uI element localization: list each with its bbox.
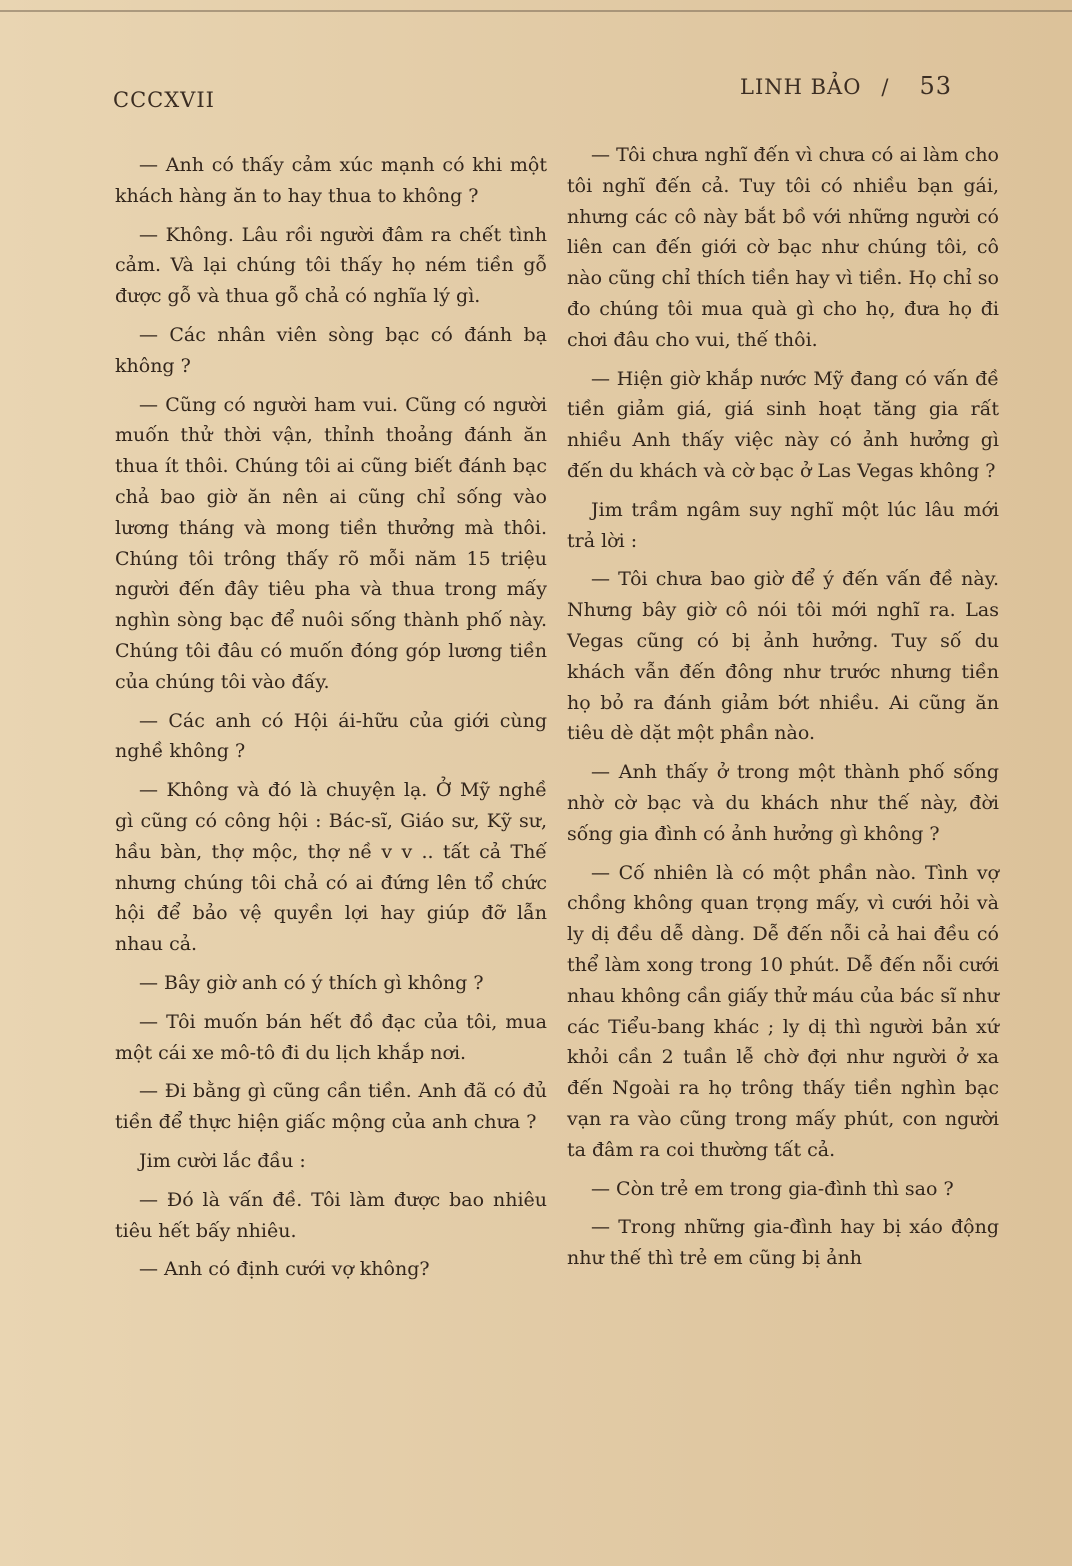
paragraph: — Đi bằng gì cũng cần tiền. Anh đã có đủ tiền để thực hiện giấc mộng của anh chưa ? [115, 1080, 547, 1134]
left-column [115, 150, 547, 1293]
paragraph: — Cố nhiên là có một phần nào. Tình vợ chồng không quan trọng mấy, vì cưới hỏi và ly dị đều dễ dàng. Dễ đến nỗi cả hai đều có thể làm xong trong 10 phút. Dễ đến nỗi cưới nhau không cần giấy thử máu của bác sĩ như các Tiểu-bang khác ; ly dị thì người bản xứ khỏi cần 2 tuần lễ chờ đợi như người ở xa đến Ngoài ra họ trông thấy tiền nghìn bạc vạn ra vào cũng trong mấy phút, con người ta đâm ra coi thường tất cả. [567, 861, 999, 1161]
paragraph: — Bây giờ anh có ý thích gì không ? [139, 971, 484, 994]
paragraph: — Tôi muốn bán hết đồ đạc của tôi, mua một cái xe mô-tô đi du lịch khắp nơi. [115, 1010, 547, 1064]
page-top-edge [0, 10, 1072, 12]
paragraph: — Cũng có người ham vui. Cũng có người muốn thử thời vận, thỉnh thoảng đánh ăn thua ít thôi. Chúng tôi ai cũng biết đánh bạc chả bao giờ ăn nên ai cũng chỉ sống vào lương tháng và mong tiền thưởng mà thôi. Chúng tôi trông thấy rõ mỗi năm 15 triệu người đến đây tiêu pha và thua trong mấy nghìn sòng bạc để nuôi sống thành phố này. Chúng tôi đâu có muốn đóng góp lương tiền của chúng tôi vào đấy. [115, 393, 547, 693]
header-separator: / [881, 75, 890, 99]
running-head-right [740, 72, 952, 100]
paragraph: — Không và đó là chuyện lạ. Ở Mỹ nghề gì cũng có công hội : Bác-sĩ, Giáo sư, Kỹ sư, hầu bàn, thợ mộc, thợ nề v v .. tất cả Thế nhưng chúng tôi chả có ai đứng lên tổ chức hội để bảo vệ quyền lợi hay giúp đỡ lẫn nhau cả. [115, 779, 547, 956]
paragraph: Jim cười lắc đầu : [139, 1149, 306, 1172]
paragraph: — Tôi chưa nghĩ đến vì chưa có ai làm cho tôi nghĩ đến cả. Tuy tôi có nhiều bạn gái, nhưng các cô này bắt bồ với những người có liên can đến giới cờ bạc như chúng tôi, cô nào cũng chỉ thích tiền hay vì tiền. Họ chỉ so đo chúng tôi mua quà gì cho họ, đưa họ đi chơi đâu cho vui, thế thôi. [567, 144, 999, 351]
paragraph: — Anh thấy ở trong một thành phố sống nhờ cờ bạc và du khách như thế này, đời sống gia đình có ảnh hưởng gì không ? [567, 761, 999, 845]
paragraph: — Tôi chưa bao giờ để ý đến vấn đề này. Nhưng bây giờ cô nói tôi mới nghĩ ra. Las Vegas cũng có bị ảnh hưởng. Tuy số du khách vẫn đến đông như trước nhưng tiền họ bỏ ra đánh giảm bớt nhiều. Ai cũng ăn tiêu dè dặt một phần nào. [567, 568, 999, 745]
right-column [567, 140, 999, 1282]
author-name: LINH BẢO [740, 75, 862, 99]
running-head-left: CCCXVII [113, 88, 215, 112]
paragraph: — Các anh có Hội ái-hữu của giới cùng nghề không ? [115, 709, 547, 763]
paragraph: — Không. Lâu rồi người đâm ra chết tình cảm. Và lại chúng tôi thấy họ ném tiền gỗ được gỗ và thua gỗ chả có nghĩa lý gì. [115, 223, 547, 308]
paragraph: — Còn trẻ em trong gia-đình thì sao ? [591, 1177, 954, 1200]
page-number: 53 [919, 72, 953, 100]
paragraph: — Anh có thấy cảm xúc mạnh có khi một khách hàng ăn to hay thua to không ? [115, 154, 547, 207]
paragraph: — Trong những gia-đình hay bị xáo động như thế thì trẻ em cũng bị ảnh [567, 1216, 999, 1270]
paragraph: — Anh có định cưới vợ không? [139, 1258, 430, 1281]
paragraph: — Hiện giờ khắp nước Mỹ đang có vấn đề tiền giảm giá, giá sinh hoạt tăng gia rất nhiều Anh thấy việc này có ảnh hưởng gì đến du khách và cờ bạc ở Las Vegas không ? [567, 367, 999, 482]
paragraph: Jim trầm ngâm suy nghĩ một lúc lâu mới trả lời : [567, 498, 999, 552]
paragraph: — Đó là vấn đề. Tôi làm được bao nhiêu tiêu hết bấy nhiêu. [115, 1188, 547, 1242]
paragraph: — Các nhân viên sòng bạc có đánh bạ không ? [115, 323, 547, 377]
